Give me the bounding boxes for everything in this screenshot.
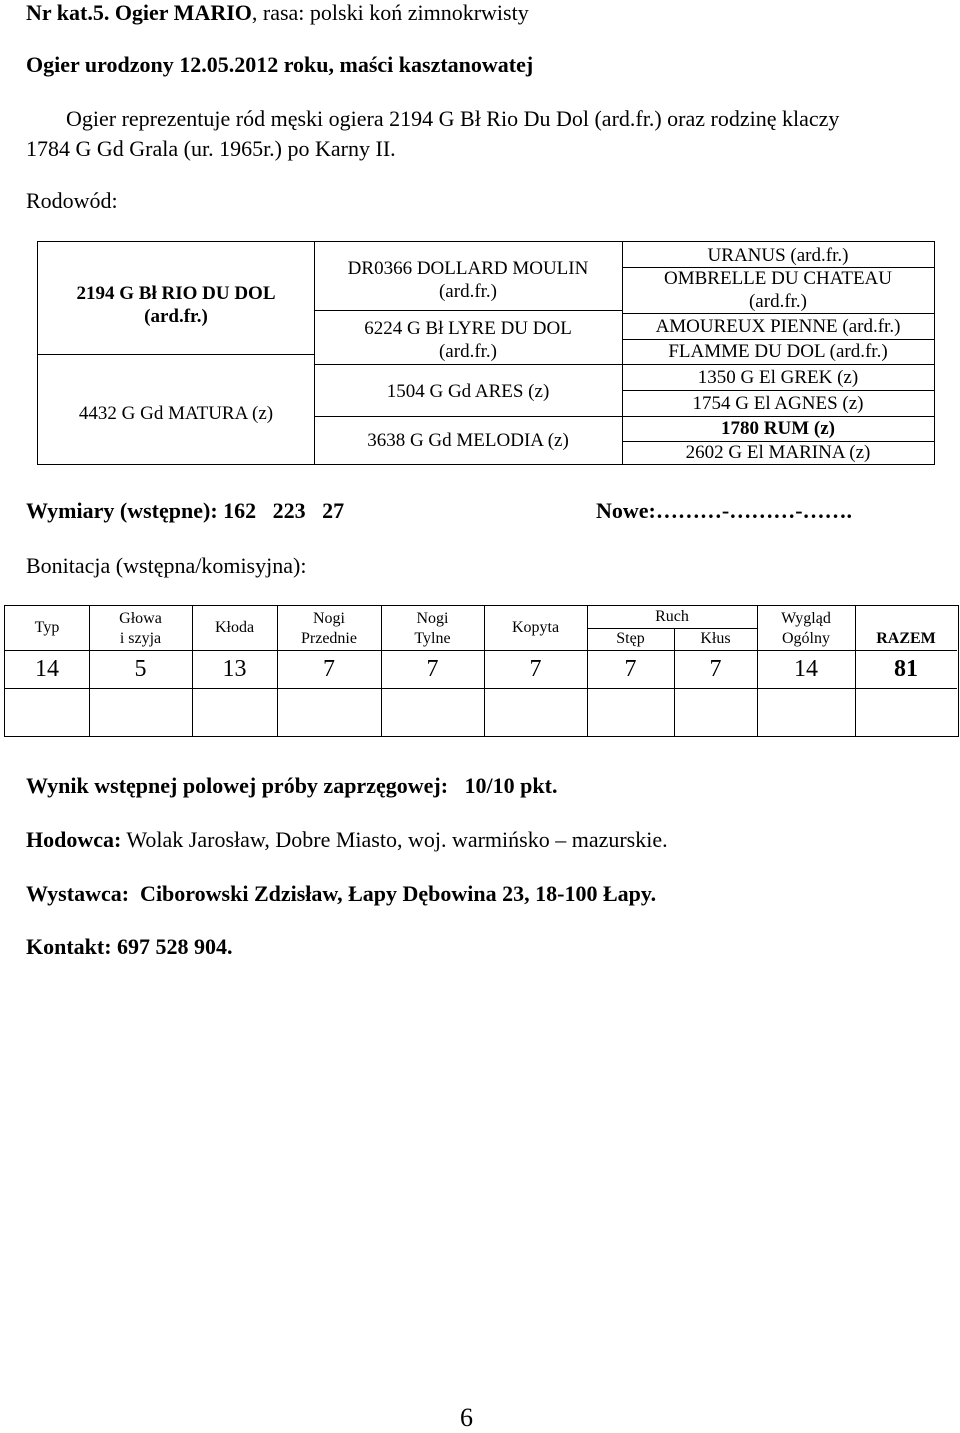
header-nogi-tylne: Nogi Tylne [414, 610, 451, 647]
header-kloda: Kłoda [214, 619, 255, 636]
pedigree-col-great-grandparents [622, 242, 934, 464]
pedigree-ggp-6: 1754 G El AGNES (z) [692, 393, 864, 414]
pedigree-sire: 2194 G Bł RIO DU DOL (ard.fr.) [76, 283, 276, 327]
catalog-title-label: Nr kat.5. Ogier MARIO [26, 0, 252, 25]
catalog-title-breed: , rasa: polski koń zimnokrwisty [251, 0, 529, 25]
pedigree-ggp-2: OMBRELLE DU CHATEAU (ard.fr.) [664, 268, 892, 312]
header-glowa: Głowa i szyja [119, 610, 162, 647]
header-klus: Kłus [700, 630, 731, 647]
header-ruch: Ruch [655, 608, 689, 625]
exhibitor-info: Wystawca: Ciborowski Zdzisław, Łapy Dębowina 23, 18-100 Łapy. [26, 881, 657, 906]
score-razem: 81 [894, 656, 918, 682]
header-typ: Typ [34, 619, 60, 636]
new-measurements: Nowe:………-………-……. [596, 498, 853, 523]
page-title [26, 0, 529, 26]
score-glowa: 5 [134, 656, 147, 682]
header-nogi-przednie: Nogi Przednie [301, 610, 357, 647]
score-typ: 14 [35, 656, 59, 682]
header-kopyta: Kopyta [511, 619, 560, 636]
score-step: 7 [624, 656, 637, 682]
score-nogi-przednie: 7 [323, 656, 335, 682]
score-nogi-tylne: 7 [426, 656, 439, 682]
pedigree-col-parents [38, 242, 315, 464]
pedigree-dam-sire: 1504 G Gd ARES (z) [386, 381, 550, 402]
pedigree-sire-sire: DR0366 DOLLARD MOULIN (ard.fr.) [347, 258, 589, 302]
pedigree-table [37, 241, 935, 465]
bonitacja-label: Bonitacja (wstępna/komisyjna): [26, 553, 307, 578]
pedigree-ggp-5: 1350 G El GREK (z) [697, 367, 859, 388]
pedigree-ggp-7: 1780 RUM (z) [721, 418, 835, 439]
pedigree-ggp-1: URANUS (ard.fr.) [707, 245, 849, 266]
pedigree-ggp-3: AMOUREUX PIENNE (ard.fr.) [655, 316, 901, 337]
breeder-value: Wolak Jarosław, Dobre Miasto, woj. warmińsko – mazurskie. [121, 827, 668, 852]
header-razem: RAZEM [876, 630, 936, 647]
contact-info: Kontakt: 697 528 904. [26, 934, 233, 959]
lineage-description-line1: Ogier reprezentuje ród męski ogiera 2194 G Bł Rio Du Dol (ard.fr.) oraz rodzinę klaczy [66, 106, 840, 131]
score-klus: 7 [709, 656, 722, 682]
breeder-info [26, 827, 668, 853]
measurements: Wymiary (wstępne): 162 223 27 [26, 498, 345, 523]
lineage-description-line2: 1784 G Gd Grala (ur. 1965r.) po Karny II. [26, 136, 396, 161]
score-kloda: 13 [222, 656, 247, 682]
breeder-label: Hodowca: [26, 827, 122, 852]
pedigree-dam: 4432 G Gd MATURA (z) [78, 403, 274, 424]
header-step: Stęp [616, 630, 645, 647]
score-kopyta: 7 [529, 656, 542, 682]
pedigree-sire-dam: 6224 G Bł LYRE DU DOL (ard.fr.) [364, 318, 572, 362]
pedigree-col-grandparents [314, 242, 623, 464]
birth-info: Ogier urodzony 12.05.2012 roku, maści kasztanowatej [26, 52, 534, 77]
page-number: 6 [460, 1403, 473, 1432]
bonitacja-table [4, 605, 959, 737]
pedigree-dam-dam: 3638 G Gd MELODIA (z) [367, 430, 569, 451]
pedigree-label: Rodowód: [26, 188, 118, 213]
pedigree-ggp-8: 2602 G El MARINA (z) [685, 442, 871, 463]
header-wyglad-ogolny: Wygląd Ogólny [781, 610, 831, 647]
harness-test-result: Wynik wstępnej polowej próby zaprzęgowej: 10/10 pkt. [26, 773, 558, 798]
score-wyglad: 14 [794, 656, 818, 682]
pedigree-ggp-4: FLAMME DU DOL (ard.fr.) [668, 341, 888, 362]
